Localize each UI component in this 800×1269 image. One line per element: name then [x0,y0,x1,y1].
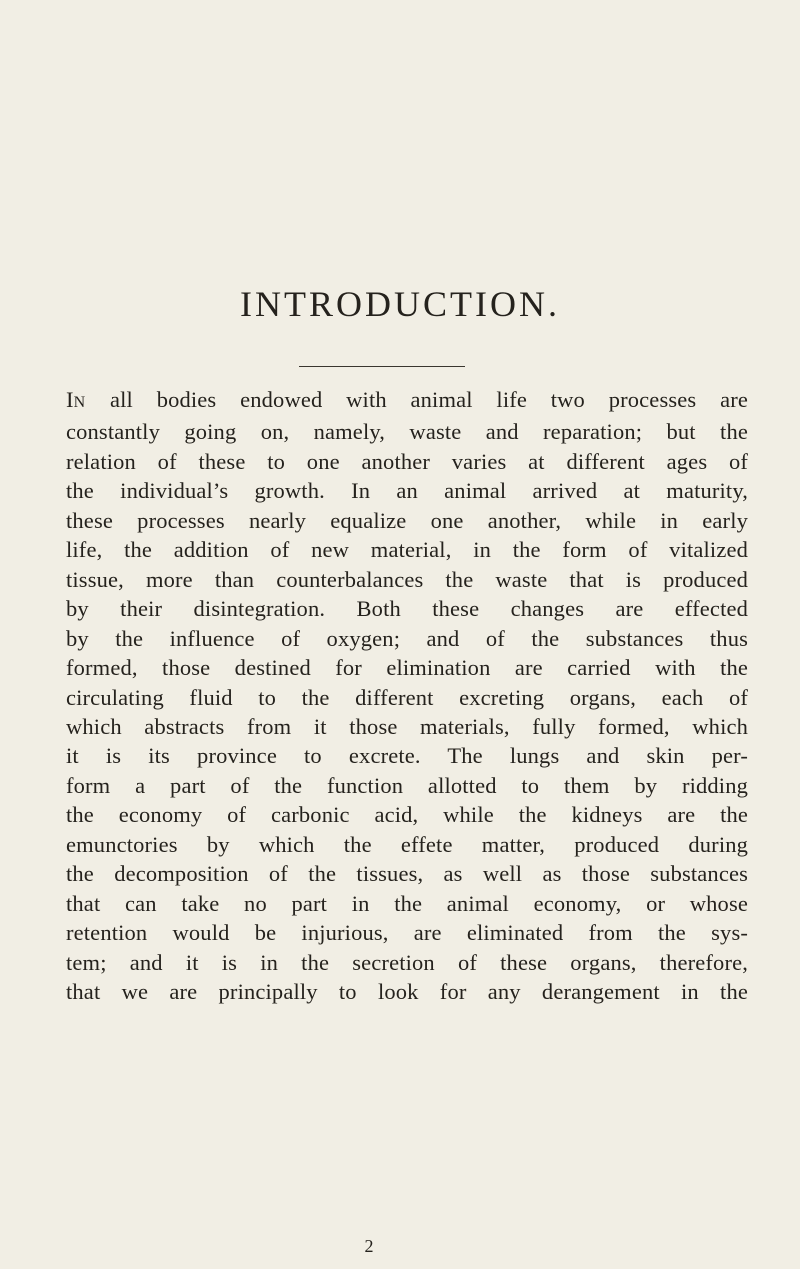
text-line-10: formed, those destined for elimination are carried with the [66,655,749,681]
text-line-2: constantly going on, namely, waste and reparation; but the [66,419,748,445]
drop-initial: I [66,387,74,412]
heading-rule [299,366,465,367]
text-line-19: retention would be injurious, are eliminated from the sys- [66,920,748,946]
text-line-17: the decomposition of the tissues, as well as those substances [66,861,748,887]
text-line-18: that can take no part in the animal economy, or whose [66,890,749,916]
text-line-14: form a part of the function allotted to them by ridding [66,772,748,798]
text-line-1-rest: all bodies endowed with animal life two processes are [86,387,748,412]
text-line-15: the economy of carbonic acid, while the kidneys are the [66,802,749,828]
text-line-7: tissue, more than counterbalances the waste that is produced [66,566,749,592]
text-line-3: relation of these to one another varies at different ages of [66,448,749,474]
small-caps-letter: N [73,394,87,411]
text-line-13: it is its province to excrete. The lungs and skin per- [66,743,748,769]
text-line-8: by their disintegration. Both these changes are effected [66,596,749,622]
text-line-12: which abstracts from it those materials, fully formed, which [66,713,749,739]
text-line-1 [66,385,748,417]
text-line-21: that we are principally to look for any derangement in the [66,979,748,1005]
introduction-paragraph [66,385,748,1007]
text-line-20: tem; and it is in the secretion of these organs, therefore, [66,949,748,975]
signature-number: 2 [364,1236,374,1256]
text-line-5: these processes nearly equalize one another, while in early [66,507,748,533]
chapter-heading: INTRODUCTION. [240,284,560,324]
signature-mark [0,1236,800,1256]
text-line-4: the individual’s growth. In an animal arrived at maturity, [66,478,749,504]
text-line-11: circulating fluid to the different excreting organs, each of [66,684,748,710]
text-line-6: life, the addition of new material, in the form of vitalized [66,537,748,563]
text-line-9: by the influence of oxygen; and of the substances thus [66,625,748,651]
text-line-16: emunctories by which the effete matter, produced during [66,831,749,857]
